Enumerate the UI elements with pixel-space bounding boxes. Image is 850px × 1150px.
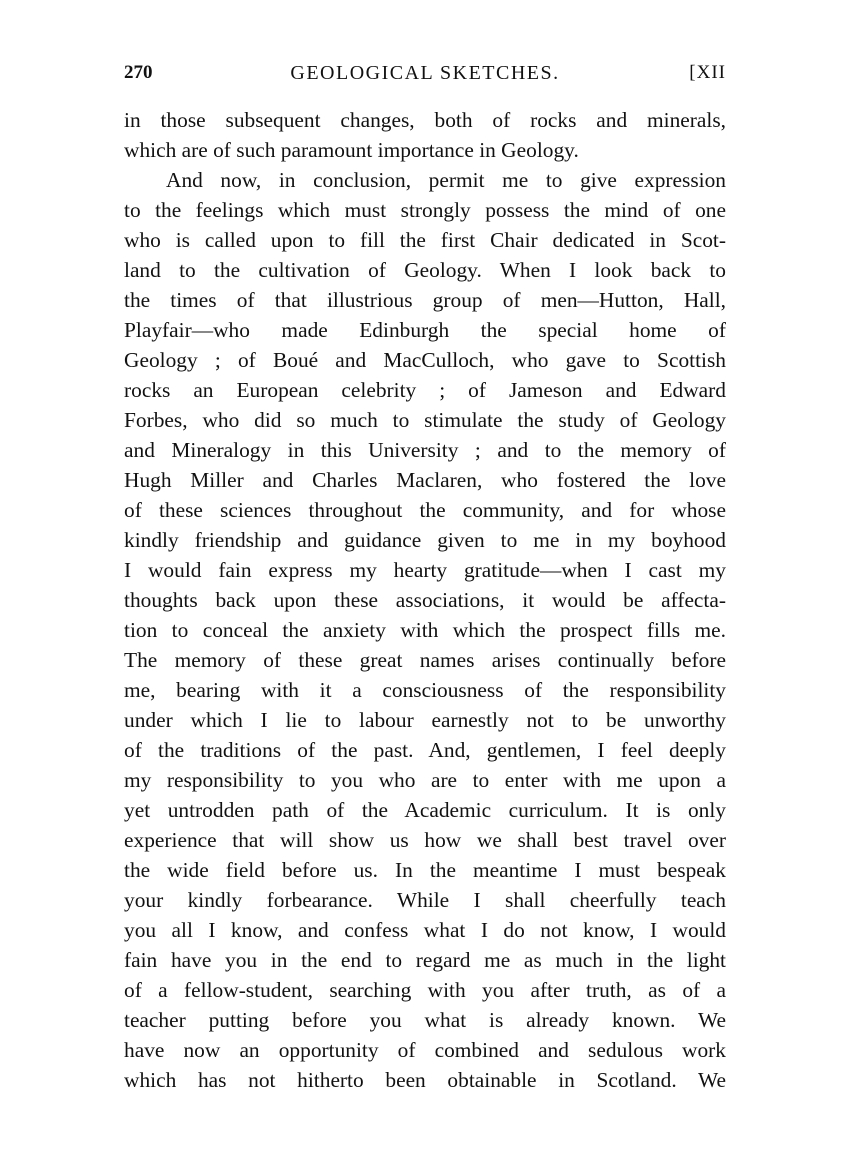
- book-page: [124, 56, 726, 1095]
- text-line: of a fellow-student, searching with you after truth, as of a: [124, 978, 726, 1002]
- text-line: the times of that illustrious group of men—Hutton, Hall,: [124, 288, 726, 312]
- text-line: my responsibility to you who are to enter with me upon a: [124, 768, 726, 792]
- text-line: experience that will show us how we shall best travel over: [124, 828, 726, 852]
- text-line: of these sciences throughout the community, and for whose: [124, 498, 726, 522]
- paragraph: [124, 165, 726, 1095]
- text-line: Hugh Miller and Charles Maclaren, who fostered the love: [124, 468, 726, 492]
- text-line: of the traditions of the past. And, gentlemen, I feel deeply: [124, 738, 726, 762]
- text-line: tion to conceal the anxiety with which the prospect fills me.: [124, 618, 726, 642]
- text-line: the wide field before us. In the meantime I must bespeak: [124, 858, 726, 882]
- body-text: [124, 105, 726, 1095]
- text-line: yet untrodden path of the Academic curriculum. It is only: [124, 798, 726, 822]
- paragraph-continued: [124, 105, 726, 165]
- text-line: and Mineralogy in this University ; and to the memory of: [124, 438, 726, 462]
- text-line: land to the cultivation of Geology. When I look back to: [124, 258, 726, 282]
- chapter-reference: [XII: [689, 62, 726, 83]
- text-line: under which I lie to labour earnestly not to be unworthy: [124, 708, 726, 732]
- text-line: thoughts back upon these associations, it would be affecta-: [124, 588, 726, 612]
- text-line: And now, in conclusion, permit me to give expression: [166, 168, 726, 192]
- text-line: your kindly forbearance. While I shall cheerfully teach: [124, 888, 726, 912]
- page-number: 270: [124, 62, 153, 83]
- text-line: you all I know, and confess what I do not know, I would: [124, 918, 726, 942]
- text-line: I would fain express my hearty gratitude—when I cast my: [124, 558, 726, 582]
- text-line: Playfair—who made Edinburgh the special home of: [124, 318, 726, 342]
- text-line: which has not hitherto been obtainable in Scotland. We: [124, 1068, 726, 1092]
- text-line: which are of such paramount importance in Geology.: [124, 138, 579, 162]
- text-line: Forbes, who did so much to stimulate the study of Geology: [124, 408, 726, 432]
- text-line: teacher putting before you what is already known. We: [124, 1008, 726, 1032]
- running-title: GEOLOGICAL SKETCHES.: [290, 62, 560, 84]
- text-line: have now an opportunity of combined and sedulous work: [124, 1038, 726, 1062]
- text-line: rocks an European celebrity ; of Jameson and Edward: [124, 378, 726, 402]
- text-line: me, bearing with it a consciousness of the responsibility: [124, 678, 726, 702]
- text-line: The memory of these great names arises continually before: [124, 648, 726, 672]
- text-line: fain have you in the end to regard me as much in the light: [124, 948, 726, 972]
- running-head: [124, 56, 726, 90]
- text-line: who is called upon to fill the first Chair dedicated in Scot-: [124, 228, 726, 252]
- text-line: in those subsequent changes, both of rocks and minerals,: [124, 108, 726, 132]
- text-line: kindly friendship and guidance given to me in my boyhood: [124, 528, 726, 552]
- text-line: to the feelings which must strongly possess the mind of one: [124, 198, 726, 222]
- text-line: Geology ; of Boué and MacCulloch, who gave to Scottish: [124, 348, 726, 372]
